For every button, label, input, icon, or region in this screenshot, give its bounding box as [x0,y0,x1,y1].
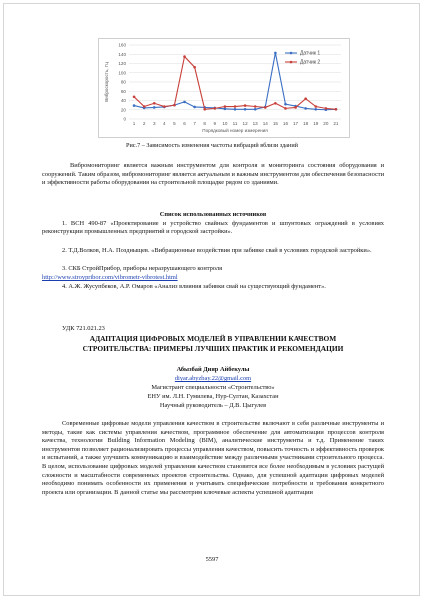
data-point [304,107,307,110]
data-point [284,107,287,110]
x-tick-label: 18 [303,121,309,126]
x-tick-label: 20 [323,121,329,126]
page-number: 5597 [205,556,219,563]
reference-item-3: 3. СКБ СтройПрибор, приборы неразрушающего контроля [62,265,223,272]
data-point [163,105,166,108]
article-title-line-1: АДАПТАЦИЯ ЦИФРОВЫХ МОДЕЛЕЙ В УПРАВЛЕНИИ КАЧЕСТВОМ [89,334,337,343]
data-point [224,105,227,108]
data-point [274,52,277,55]
data-point [133,104,136,107]
x-tick-label: 14 [262,121,268,126]
data-point [153,102,156,105]
data-point [284,103,287,106]
affiliation-2: ЕНУ им. Л.Н. Гумилева, Нур-Султан, Казахстан [147,393,279,400]
y-tick-label: 140 [118,51,126,57]
data-point [133,96,136,99]
vibration-chart [98,38,350,138]
data-point [294,106,297,109]
x-tick-label: 21 [333,121,339,126]
y-tick-label: 160 [118,42,126,48]
author-name: Абызбай Дияр Айбекулы [176,366,250,373]
reference-item-4: 4. А.Ж. Жусупбеков, А.Р. Омаров «Анализ влияния забивки свай на существующий фундамент». [62,283,326,290]
data-point [143,105,146,108]
data-point [314,108,317,111]
references-heading: Список использованных источников [159,211,267,218]
reference-item-3-link-line [42,274,384,282]
x-tick-label: 1 [132,121,136,126]
reference-item-1: 1. ВСН 490-87 «Проектирование и устройство свайных фундаментов и шпунтовых ограждений в условиях реконструкции промышленных предприятий и городской застройки». [42,220,384,236]
y-tick-label: 20 [120,107,126,113]
affiliation-1: Магистрант специальности «Строительство» [151,384,275,391]
x-axis-label: Порядковый номер измерения [202,128,268,133]
x-tick-label: 13 [252,121,258,126]
y-axis-label: Виброскорость, Гц [104,62,109,102]
x-tick-label: 17 [293,121,299,126]
x-tick-label: 16 [282,121,289,126]
legend-label: Датчик 1 [300,50,321,57]
y-tick-label: 120 [118,61,126,67]
y-tick-label: 100 [118,70,126,76]
data-point [234,108,237,111]
y-tick-label: 0 [123,116,126,122]
y-tick-label: 80 [120,79,126,85]
scientific-advisor: Научный руководитель – Д.В. Цыгулев [159,402,267,409]
x-tick-label: 12 [242,121,248,126]
data-point [234,105,237,108]
data-point [244,108,247,111]
author-email-link[interactable]: diyar.abyzbay.22@gmail.com [174,375,252,382]
data-point [193,106,196,109]
x-tick-label: 3 [152,121,156,126]
x-tick-label: 2 [142,121,146,126]
x-tick-label: 9 [213,121,217,126]
chart-svg [99,39,349,137]
x-tick-label: 10 [222,121,228,126]
data-point [153,106,156,109]
x-tick-label: 8 [203,121,206,126]
x-tick-label: 5 [173,121,176,126]
data-point [203,108,206,111]
data-point [304,97,307,100]
data-point [214,107,217,110]
intro-paragraph: Вибромониторинг является важным инструментом для контроля и мониторинга состояния оборудования и сооружений. Таким образом, вибромониторинг является актуальным и важным инструментом для обеспечения безопасности и эффективности работы оборудования на строительной площадке рядом со зданиями. [42,162,384,187]
data-point [224,108,227,111]
reference-link[interactable]: http://www.stroypribor.com/vibrometr-vibrotest.html [42,274,178,281]
article-title-line-2: СТРОИТЕЛЬСТВА: ПРИМЕРЫ ЛУЧШИХ ПРАКТИК И РЕКОМЕНДАЦИИ [82,344,344,353]
article-body: Современные цифровые модели управления качеством в строительстве включают в себя различные инструменты и методы, такие как системы управления качеством, программное обеспечение для автоматизации процессов контроля качества, технологии Building Information Modeling (BIM), аналитические инструменты и т.д. Применение таких инструментов позволяет рационализировать процессы управления качеством, повысить точность и эффективность проверок и испытаний, а также улучшить коммуникацию и взаимодействие между различными участниками строительного процесса. В целом, использование цифровых моделей управления качеством становится все более необходимым в условиях растущей сложности и масштабности современных проектов строительства. Однако, для успешной адаптации цифровых моделей необходимо понимать особенности их применения и учитывать специфические потребности и требования конкретного проекта или организации. В данной статье мы рассмотрим ключевые аспекты успешной адаптации [42,420,384,496]
x-tick-label: 11 [232,121,238,126]
data-point [173,104,176,107]
x-tick-label: 15 [272,121,278,126]
author-email-line [42,375,384,382]
y-tick-label: 60 [120,88,126,94]
data-point [264,106,267,109]
data-point [325,107,328,110]
x-tick-label: 7 [193,121,196,126]
x-tick-label: 4 [163,121,166,126]
data-point [183,101,186,104]
data-point [254,108,257,111]
data-point [274,102,277,105]
data-point [254,105,257,108]
data-point [335,108,338,111]
legend-label: Датчик 2 [300,59,321,66]
x-tick-label: 6 [183,121,186,126]
legend-marker [290,52,293,55]
data-point [193,66,196,69]
udk-code: УДК 721.021.23 [62,325,105,332]
legend-marker [290,61,293,64]
reference-item-2: 2. Т.Д.Волков, Н.А. Поздныщев. «Вибрационные воздействия при забивке свай в условиях городской застройки». [62,247,372,254]
data-point [244,104,247,107]
x-tick-label: 19 [313,121,319,126]
figure-caption: Рис.7 – Зависимость изменения частоты вибраций вблизи зданий [126,142,298,149]
y-tick-label: 40 [120,98,126,104]
data-point [314,105,317,108]
data-point [183,55,186,58]
